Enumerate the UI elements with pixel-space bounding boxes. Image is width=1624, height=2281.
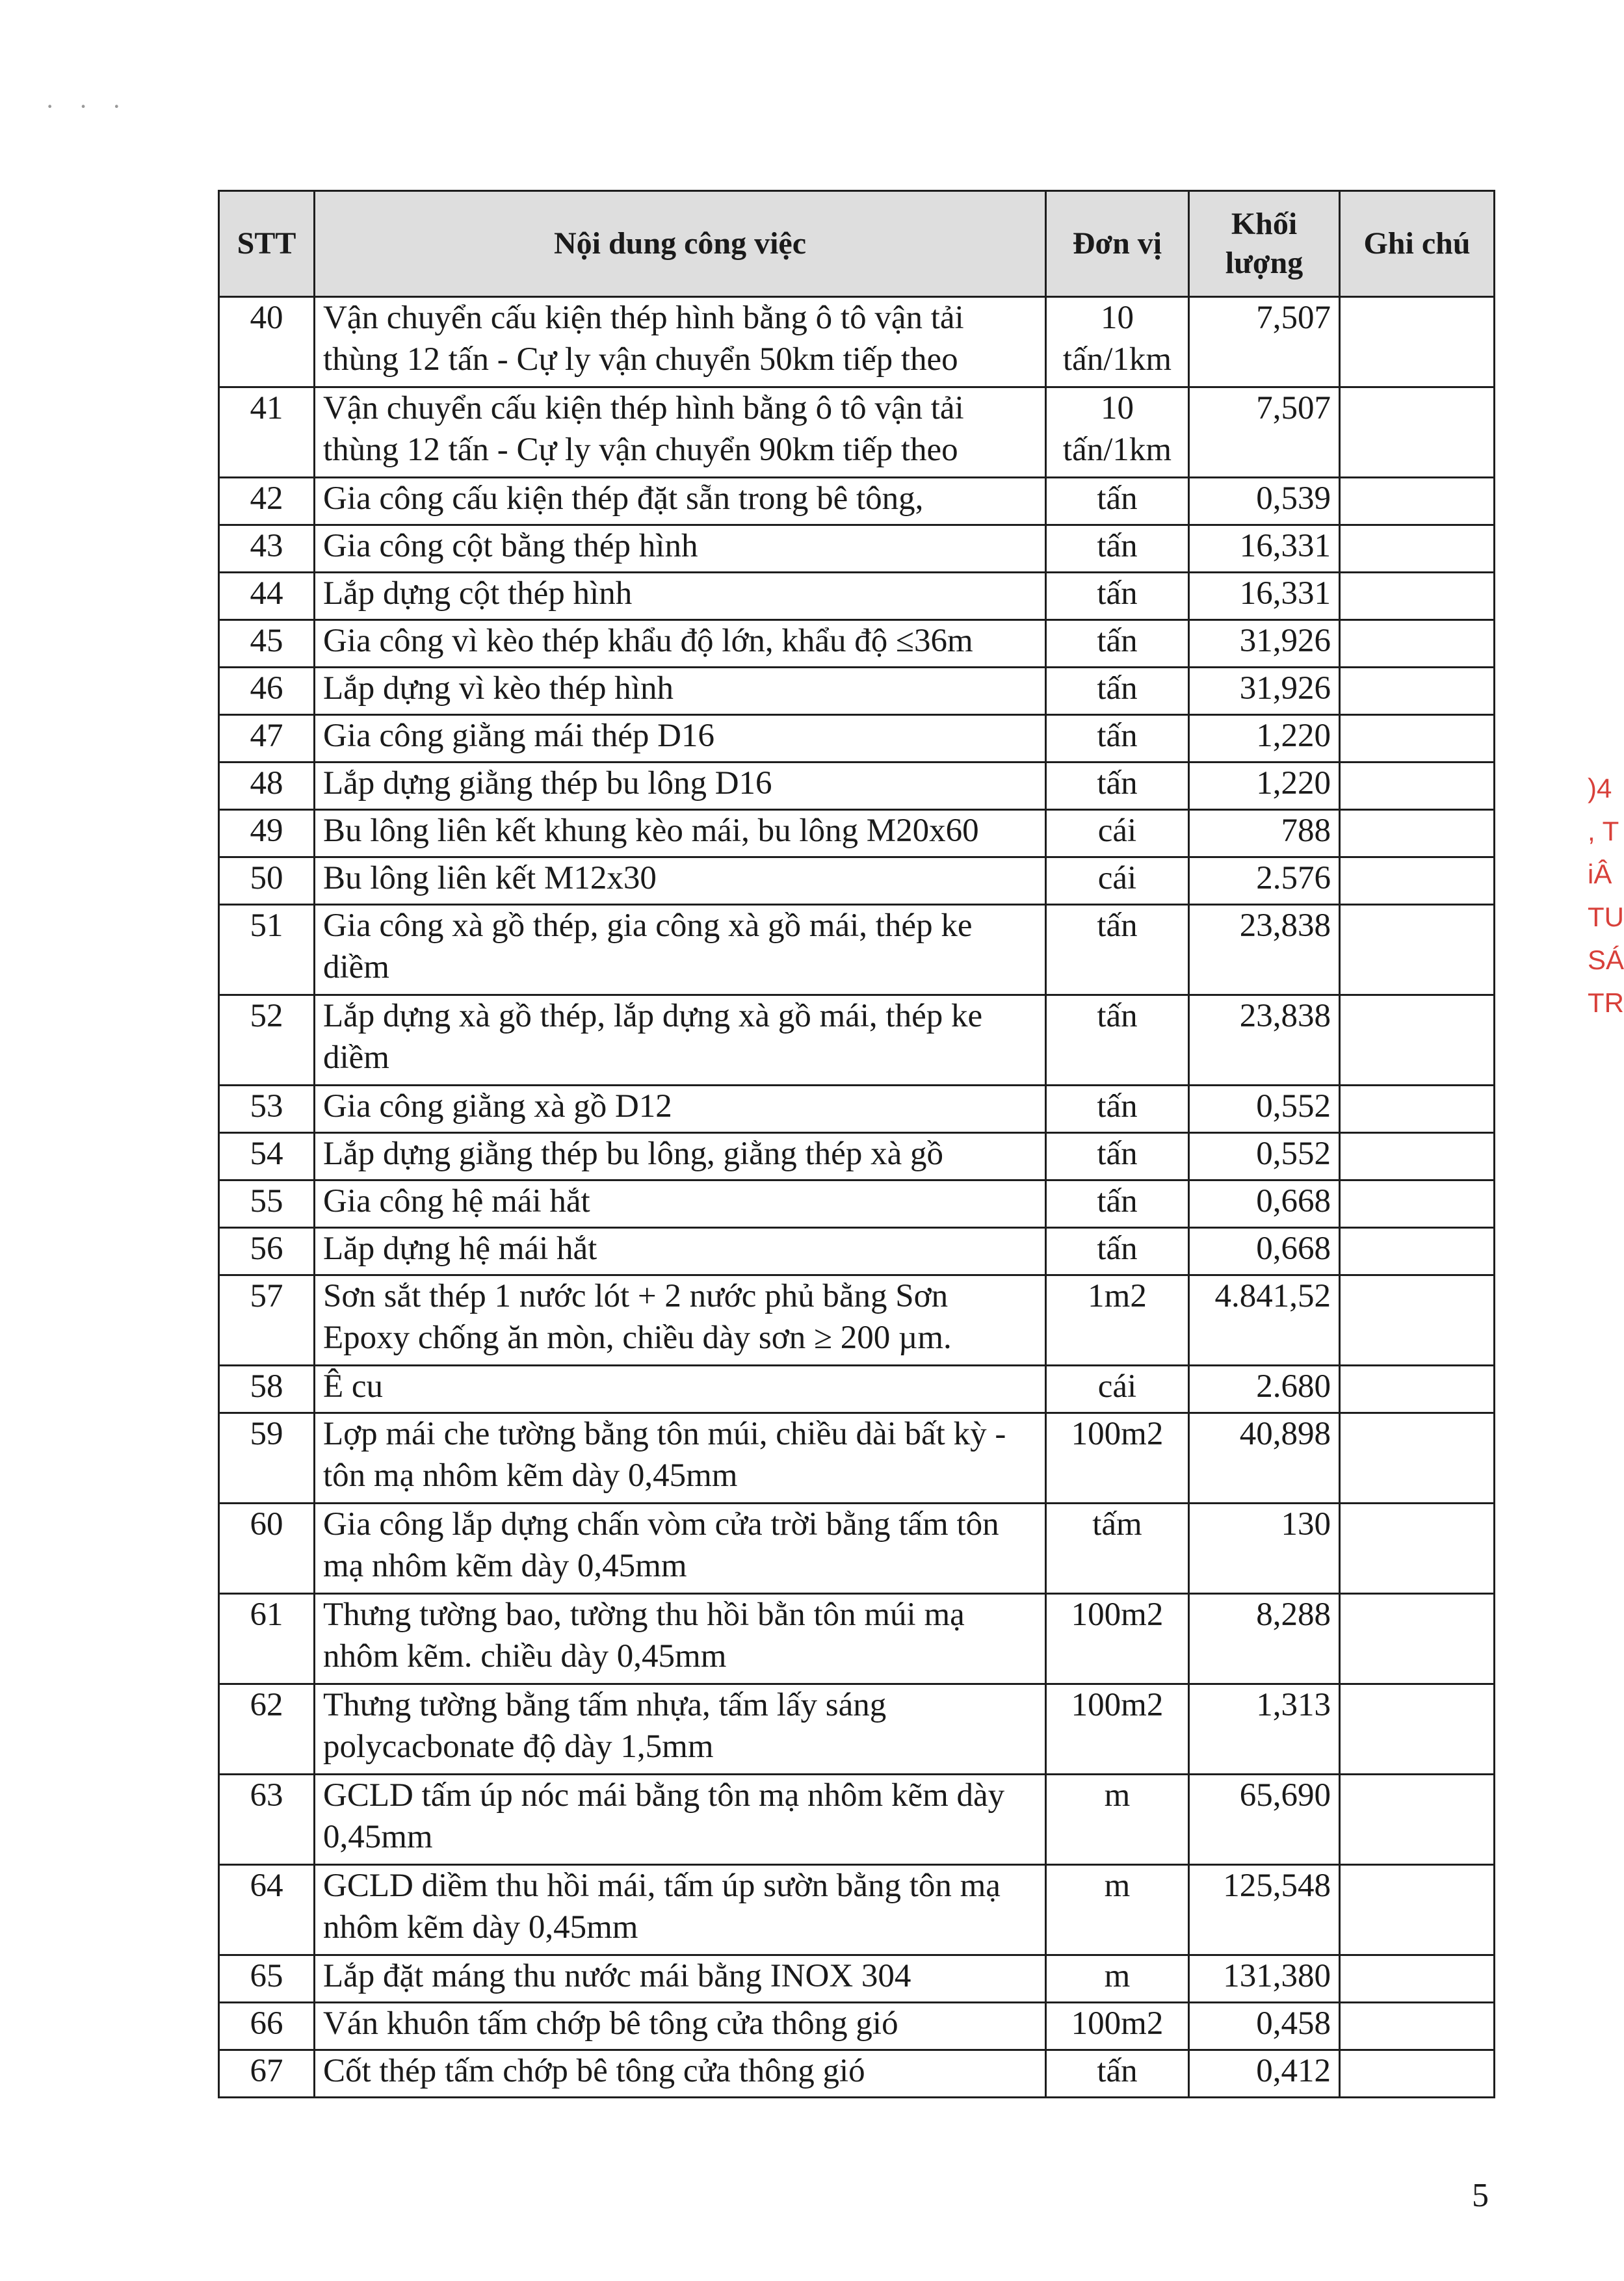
table-row	[219, 1413, 1495, 1504]
work-items-table	[218, 190, 1495, 2098]
cell-description: Lắp dựng vì kèo thép hình	[315, 668, 1046, 715]
cell-unit: 10 tấn/1km	[1046, 297, 1189, 387]
header-stt: STT	[219, 191, 315, 297]
cell-note	[1340, 1504, 1495, 1594]
table-row	[219, 857, 1495, 905]
cell-note	[1340, 1775, 1495, 1865]
table-row	[219, 1366, 1495, 1413]
table-row	[219, 478, 1495, 525]
cell-stt: 41	[219, 387, 315, 478]
cell-stt: 51	[219, 905, 315, 995]
table-row	[219, 1086, 1495, 1133]
table-row	[219, 1180, 1495, 1228]
cell-unit: 100m2	[1046, 1594, 1189, 1684]
cell-unit: tấn	[1046, 668, 1189, 715]
header-unit: Đơn vị	[1046, 191, 1189, 297]
cell-description: Gia công hệ mái hắt	[315, 1180, 1046, 1228]
table-row	[219, 715, 1495, 763]
cell-description: GCLD tấm úp nóc mái bằng tôn mạ nhôm kẽm dày 0,45mm	[315, 1775, 1046, 1865]
page-number: 5	[1472, 2177, 1489, 2214]
cell-stt: 66	[219, 2003, 315, 2050]
cell-description: Thưng tường bao, tường thu hồi bằn tôn múi mạ nhôm kẽm. chiều dày 0,45mm	[315, 1594, 1046, 1684]
cell-stt: 60	[219, 1504, 315, 1594]
table-row	[219, 905, 1495, 995]
cell-note	[1340, 1366, 1495, 1413]
header-description: Nội dung công việc	[315, 191, 1046, 297]
cell-stt: 56	[219, 1228, 315, 1275]
cell-unit: tấn	[1046, 573, 1189, 620]
cell-quantity: 0,412	[1189, 2050, 1340, 2098]
cell-stt: 62	[219, 1684, 315, 1775]
cell-description: Bu lông liên kết M12x30	[315, 857, 1046, 905]
cell-unit: tấn	[1046, 620, 1189, 668]
cell-note	[1340, 620, 1495, 668]
cell-stt: 63	[219, 1775, 315, 1865]
cell-description: Gia công cột bằng thép hình	[315, 525, 1046, 573]
cell-unit: tấn	[1046, 995, 1189, 1086]
table-row	[219, 297, 1495, 387]
cell-description: Lắp đặt máng thu nước mái bằng INOX 304	[315, 1955, 1046, 2003]
table-row	[219, 1775, 1495, 1865]
cell-note	[1340, 1228, 1495, 1275]
cell-unit: tấn	[1046, 905, 1189, 995]
cell-unit: tấn	[1046, 715, 1189, 763]
cell-quantity: 40,898	[1189, 1413, 1340, 1504]
table-body	[219, 297, 1495, 2098]
cell-quantity: 788	[1189, 810, 1340, 857]
cell-unit: 100m2	[1046, 1684, 1189, 1775]
cell-description: Cốt thép tấm chớp bê tông cửa thông gió	[315, 2050, 1046, 2098]
cell-stt: 46	[219, 668, 315, 715]
cell-stt: 50	[219, 857, 315, 905]
cell-quantity: 130	[1189, 1504, 1340, 1594]
cell-quantity: 8,288	[1189, 1594, 1340, 1684]
cell-note	[1340, 1086, 1495, 1133]
cell-stt: 67	[219, 2050, 315, 2098]
cell-unit: m	[1046, 1775, 1189, 1865]
cell-note	[1340, 810, 1495, 857]
cell-stt: 55	[219, 1180, 315, 1228]
cell-description: Ê cu	[315, 1366, 1046, 1413]
cell-stt: 58	[219, 1366, 315, 1413]
cell-note	[1340, 715, 1495, 763]
table-header-row	[219, 191, 1495, 297]
cell-quantity: 16,331	[1189, 573, 1340, 620]
cell-note	[1340, 297, 1495, 387]
cell-note	[1340, 1684, 1495, 1775]
cell-quantity: 7,507	[1189, 297, 1340, 387]
cell-note	[1340, 1275, 1495, 1366]
cell-quantity: 4.841,52	[1189, 1275, 1340, 1366]
cell-note	[1340, 1865, 1495, 1955]
cell-description: Bu lông liên kết khung kèo mái, bu lông M20x60	[315, 810, 1046, 857]
cell-quantity: 1,313	[1189, 1684, 1340, 1775]
table-row	[219, 1594, 1495, 1684]
table-row	[219, 1504, 1495, 1594]
cell-quantity: 0,539	[1189, 478, 1340, 525]
cell-quantity: 2.576	[1189, 857, 1340, 905]
cell-quantity: 65,690	[1189, 1775, 1340, 1865]
cell-description: Lắp dựng giằng thép bu lông D16	[315, 763, 1046, 810]
header-quantity: Khối lượng	[1189, 191, 1340, 297]
cell-description: Gia công vì kèo thép khẩu độ lớn, khẩu độ ≤36m	[315, 620, 1046, 668]
cell-description: Gia công cấu kiện thép đặt sẵn trong bê tông,	[315, 478, 1046, 525]
cell-unit: tấn	[1046, 1086, 1189, 1133]
table-row	[219, 620, 1495, 668]
cell-unit: cái	[1046, 1366, 1189, 1413]
cell-note	[1340, 763, 1495, 810]
table-row	[219, 810, 1495, 857]
cell-stt: 57	[219, 1275, 315, 1366]
table-row	[219, 2003, 1495, 2050]
cell-quantity: 1,220	[1189, 715, 1340, 763]
cell-note	[1340, 2003, 1495, 2050]
red-stamp-edge: )4 , T iÂ TU SÁ TR	[1588, 773, 1624, 1018]
cell-unit: cái	[1046, 857, 1189, 905]
cell-unit: 100m2	[1046, 1413, 1189, 1504]
table-row	[219, 1684, 1495, 1775]
cell-quantity: 0,552	[1189, 1133, 1340, 1180]
cell-unit: tấn	[1046, 525, 1189, 573]
cell-stt: 47	[219, 715, 315, 763]
cell-quantity: 7,507	[1189, 387, 1340, 478]
cell-stt: 64	[219, 1865, 315, 1955]
cell-note	[1340, 478, 1495, 525]
cell-note	[1340, 1180, 1495, 1228]
cell-unit: 1m2	[1046, 1275, 1189, 1366]
cell-unit: m	[1046, 1955, 1189, 2003]
cell-description: Sơn sắt thép 1 nước lót + 2 nước phủ bằng Sơn Epoxy chống ăn mòn, chiều dày sơn ≥ 200 µm.	[315, 1275, 1046, 1366]
cell-stt: 61	[219, 1594, 315, 1684]
cell-unit: tấn	[1046, 1180, 1189, 1228]
cell-note	[1340, 387, 1495, 478]
cell-note	[1340, 1133, 1495, 1180]
table-row	[219, 2050, 1495, 2098]
header-note: Ghi chú	[1340, 191, 1495, 297]
cell-description: Gia công lắp dựng chấn vòm cửa trời bằng tấm tôn mạ nhôm kẽm dày 0,45mm	[315, 1504, 1046, 1594]
cell-description: Lắp dựng cột thép hình	[315, 573, 1046, 620]
cell-note	[1340, 995, 1495, 1086]
cell-quantity: 31,926	[1189, 620, 1340, 668]
cell-stt: 42	[219, 478, 315, 525]
cell-description: Lắp dựng xà gồ thép, lắp dựng xà gồ mái, thép ke diềm	[315, 995, 1046, 1086]
cell-quantity: 0,458	[1189, 2003, 1340, 2050]
cell-unit: tấn	[1046, 478, 1189, 525]
table-row	[219, 1275, 1495, 1366]
cell-note	[1340, 668, 1495, 715]
cell-note	[1340, 525, 1495, 573]
cell-note	[1340, 1413, 1495, 1504]
cell-quantity: 23,838	[1189, 995, 1340, 1086]
cell-stt: 65	[219, 1955, 315, 2003]
cell-description: Gia công giằng xà gồ D12	[315, 1086, 1046, 1133]
cell-quantity: 31,926	[1189, 668, 1340, 715]
cell-stt: 45	[219, 620, 315, 668]
table-row	[219, 573, 1495, 620]
table-row	[219, 387, 1495, 478]
cell-note	[1340, 905, 1495, 995]
table-row	[219, 1865, 1495, 1955]
cell-unit: tấn	[1046, 1228, 1189, 1275]
cell-stt: 49	[219, 810, 315, 857]
cell-stt: 40	[219, 297, 315, 387]
scan-artifact: · · ·	[46, 92, 130, 121]
cell-stt: 43	[219, 525, 315, 573]
cell-quantity: 16,331	[1189, 525, 1340, 573]
cell-unit: tấn	[1046, 2050, 1189, 2098]
cell-description: Lợp mái che tường bằng tôn múi, chiều dài bất kỳ - tôn mạ nhôm kẽm dày 0,45mm	[315, 1413, 1046, 1504]
cell-note	[1340, 857, 1495, 905]
cell-description: Ván khuôn tấm chớp bê tông cửa thông gió	[315, 2003, 1046, 2050]
cell-note	[1340, 2050, 1495, 2098]
cell-description: Gia công giằng mái thép D16	[315, 715, 1046, 763]
cell-quantity: 0,552	[1189, 1086, 1340, 1133]
cell-quantity: 0,668	[1189, 1228, 1340, 1275]
cell-quantity: 131,380	[1189, 1955, 1340, 2003]
cell-description: Lăp dựng hệ mái hắt	[315, 1228, 1046, 1275]
table-row	[219, 763, 1495, 810]
cell-quantity: 23,838	[1189, 905, 1340, 995]
cell-description: Vận chuyển cấu kiện thép hình bằng ô tô vận tải thùng 12 tấn - Cự ly vận chuyển 50km tiếp theo	[315, 297, 1046, 387]
cell-stt: 54	[219, 1133, 315, 1180]
table-row	[219, 525, 1495, 573]
cell-stt: 52	[219, 995, 315, 1086]
cell-unit: cái	[1046, 810, 1189, 857]
cell-note	[1340, 1594, 1495, 1684]
cell-stt: 53	[219, 1086, 315, 1133]
cell-note	[1340, 573, 1495, 620]
cell-unit: 10 tấn/1km	[1046, 387, 1189, 478]
cell-quantity: 125,548	[1189, 1865, 1340, 1955]
table-row	[219, 995, 1495, 1086]
cell-description: Lắp dựng giằng thép bu lông, giằng thép xà gồ	[315, 1133, 1046, 1180]
cell-description: GCLD diềm thu hồi mái, tấm úp sườn bằng tôn mạ nhôm kẽm dày 0,45mm	[315, 1865, 1046, 1955]
cell-stt: 48	[219, 763, 315, 810]
cell-unit: m	[1046, 1865, 1189, 1955]
cell-note	[1340, 1955, 1495, 2003]
cell-description: Thưng tường bằng tấm nhựa, tấm lấy sáng polycacbonate độ dày 1,5mm	[315, 1684, 1046, 1775]
cell-stt: 44	[219, 573, 315, 620]
cell-unit: 100m2	[1046, 2003, 1189, 2050]
cell-quantity: 2.680	[1189, 1366, 1340, 1413]
cell-unit: tấn	[1046, 1133, 1189, 1180]
table-row	[219, 1228, 1495, 1275]
cell-description: Gia công xà gồ thép, gia công xà gồ mái, thép ke diềm	[315, 905, 1046, 995]
table-row	[219, 1133, 1495, 1180]
cell-quantity: 0,668	[1189, 1180, 1340, 1228]
cell-stt: 59	[219, 1413, 315, 1504]
cell-unit: tấn	[1046, 763, 1189, 810]
cell-quantity: 1,220	[1189, 763, 1340, 810]
cell-unit: tấm	[1046, 1504, 1189, 1594]
table-row	[219, 1955, 1495, 2003]
table-row	[219, 668, 1495, 715]
cell-description: Vận chuyển cấu kiện thép hình bằng ô tô vận tải thùng 12 tấn - Cự ly vận chuyển 90km tiếp theo	[315, 387, 1046, 478]
